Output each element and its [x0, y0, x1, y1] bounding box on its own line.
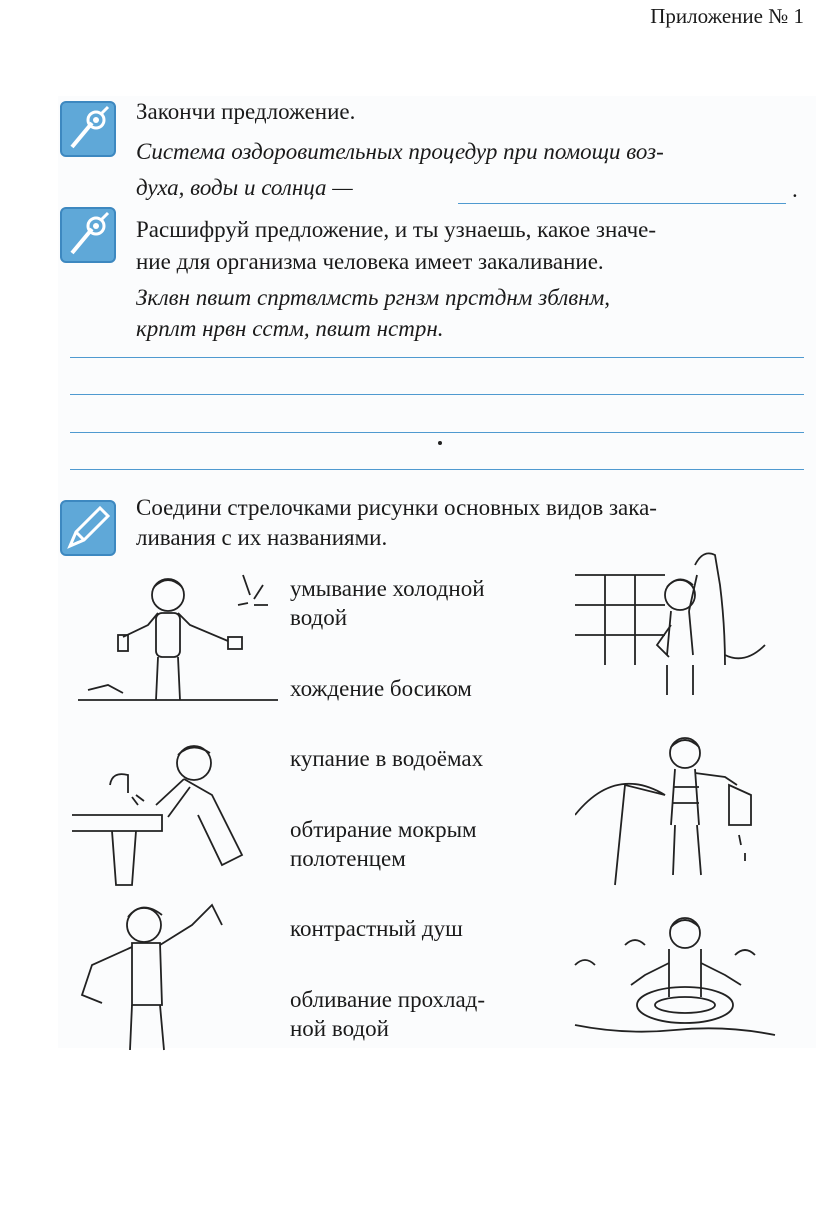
pencil-icon — [60, 500, 116, 556]
task2-cipher-line1: Зклвн пвшт спртвлмсть ргнзм прстднм зблвнм, — [136, 285, 611, 310]
option-label[interactable]: обтирание мокрым — [290, 817, 477, 842]
option-label[interactable]: ной водой — [290, 1016, 389, 1041]
task2-instruction-line1: Расшифруй предложение, и ты узнаешь, какое значе- — [136, 217, 657, 242]
task2-instruction-line2: ние для организма человека имеет закаливание. — [136, 249, 604, 274]
boy-washing-face-picture[interactable] — [72, 735, 272, 890]
option-label[interactable]: контрастный душ — [290, 916, 463, 941]
task1-end-mark: . — [792, 177, 798, 202]
appendix-label: Приложение № 1 — [650, 4, 804, 28]
girl-shower-picture[interactable] — [575, 545, 785, 705]
option-label[interactable]: хождение босиком — [290, 676, 472, 701]
task1-instruction: Закончи предложение. — [136, 99, 356, 124]
task2-cipher-line2: крплт нрвн сстм, пвшт нстрн. — [136, 316, 444, 341]
girl-swimming-ring-picture[interactable] — [565, 905, 785, 1055]
option-label[interactable]: умывание холодной — [290, 576, 485, 601]
boy-towel-rubdown-picture[interactable] — [72, 895, 272, 1055]
option-label[interactable]: водой — [290, 605, 348, 630]
task2-answer-line[interactable] — [70, 394, 804, 395]
boy-sunbathing-picture[interactable] — [78, 565, 278, 715]
task1-line2: духа, воды и солнца — — [136, 175, 353, 200]
task3-instruction-line1: Соедини стрелочками рисунки основных видов зака- — [136, 495, 657, 520]
option-label[interactable]: купание в водоёмах — [290, 746, 484, 771]
task1-answer-line[interactable] — [458, 203, 786, 204]
option-label[interactable]: обливание прохлад- — [290, 987, 486, 1012]
pen-icon — [60, 101, 116, 157]
task3-instruction-line2: ливания с их названиями. — [136, 525, 388, 550]
pen-icon — [60, 207, 116, 263]
stray-dot — [438, 441, 442, 445]
task2-answer-line[interactable] — [70, 469, 804, 470]
girl-pouring-bucket-picture[interactable] — [575, 725, 785, 890]
task1-line1: Система оздоровительных процедур при помощи воз- — [136, 139, 664, 164]
option-label[interactable]: полотенцем — [290, 846, 406, 871]
task2-answer-line[interactable] — [70, 357, 804, 358]
task2-answer-line[interactable] — [70, 432, 804, 433]
